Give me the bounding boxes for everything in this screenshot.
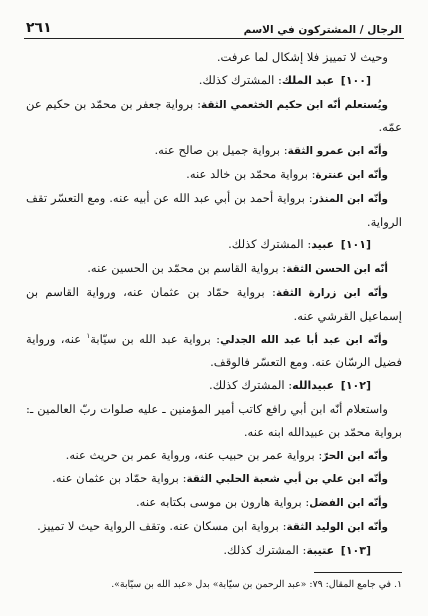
narrator-name: وأنّه ابن المنذر [312,192,388,205]
paragraph: وأنّه ابن المنذر: برواية أحمد بن أبي عبد الله عن أبيه عنه. ومع التعسّر تقف الرواية. [26,190,402,229]
paragraph: وأنّه ابن علي بن أبي شعبة الحلبي الثقة: برواية حمّاد بن عثمان عنه. [52,471,388,486]
entry-heading-103: [١٠٣] عتيبة: المشترك كذلك. [26,539,402,563]
narrator-name: وأنّه ابن علي بن أبي شعبة الحلبي الثقة [186,473,388,486]
paragraph: وحيث لا تمييز فلا إشكال لما عرفت. [216,50,388,64]
entry-number: [١٠٣] [340,543,371,557]
narrator-name: وأنّه ابن عبد أبا عبد الله الجدلي [220,333,388,346]
paragraph: أنّه ابن الحسن الثقة: برواية القاسم بن محمّد بن الحسين عنه. [87,261,388,276]
footnote-rule [314,572,402,573]
running-header [26,14,402,36]
entry-heading-101: [١٠١] عبيد: المشترك كذلك. [26,233,402,257]
page-body [26,46,402,563]
narrator-name: وأنّه ابن الحرّ [322,449,388,462]
entry-name: عبيدالله [292,379,335,393]
footnote-marker[interactable]: ١ [86,331,91,340]
narrator-name: وأنّه ابن عنترة [315,168,388,181]
entry-number: [١٠٢] [340,379,371,393]
footnote: ١. في جامع المقال: ٧٩: «عبد الرحمن بن سيّابة» بدل «عبد الله بن سيّابة». [111,579,402,590]
page-number: ٢٦١ [26,20,52,36]
narrator-name: أنّه ابن الحسن الثقة [286,263,388,276]
narrator-name: وأنّه ابن عمرو الثقة [287,145,388,158]
entry-name: عبد الملك [281,73,335,87]
entry-name: عتيبة [306,543,335,557]
header-rule [24,38,404,39]
entry-number: [١٠١] [340,238,371,252]
narrator-name: وأنّه ابن زرارة الثقة [275,286,389,299]
entry-name: عبيد [311,238,335,252]
paragraph: وأنّه ابن عنترة: برواية محمّد بن خالد عنه. [186,166,388,181]
paragraph: وأنّه ابن الحرّ: برواية عمر بن حبيب عنه، ورواية عمر بن حريث عنه. [65,447,388,462]
entry-number: [١٠٠] [340,73,371,87]
narrator-name: ويُستعلم أنّه ابن حكيم الخثعمي الثقة [201,98,388,111]
paragraph: وأنّه ابن الفضل: برواية هارون بن موسى بكتابه عنه. [135,495,388,510]
entry-heading-100: [١٠٠] عبد الملك: المشترك كذلك. [26,69,402,93]
narrator-name: وأنّه ابن الفضل [309,497,388,510]
paragraph: وأنّه ابن الوليد الثقة: برواية ابن مسكان عنه. وتقف الرواية حيث لا تمييز. [37,518,388,533]
entry-heading-102: [١٠٢] عبيدالله: المشترك كذلك. [26,374,402,398]
paragraph: وأنّه ابن عبد أبا عبد الله الجدلي: برواية عبد الله بن سيّابة$^١$ عنه، ورواية فضيل الرسّان عنه. ومع التعسّر فالوقف. [26,331,402,370]
narrator-name: وأنّه ابن الوليد الثقة [286,520,388,533]
paragraph: وأنّه ابن زرارة الثقة: برواية حمّاد بن عثمان عنه، ورواية القاسم بن إسماعيل القرشي عنه. [26,284,402,323]
paragraph: وأنّه ابن عمرو الثقة: برواية جميل بن صالح عنه. [154,143,388,158]
paragraph: واستعلام أنّه ابن أبي رافع كاتب أمير المؤمنين ـ عليه صلوات ربّ العالمين ـ: برواية محمّد بن عبيدالله ابنه عنه. [26,401,402,439]
running-title: الرجال / المشتركون في الاسم [243,24,402,36]
paragraph: ويُستعلم أنّه ابن حكيم الخثعمي الثقة: برواية جعفر بن محمّد بن حكيم عن عمّه. [26,96,402,135]
